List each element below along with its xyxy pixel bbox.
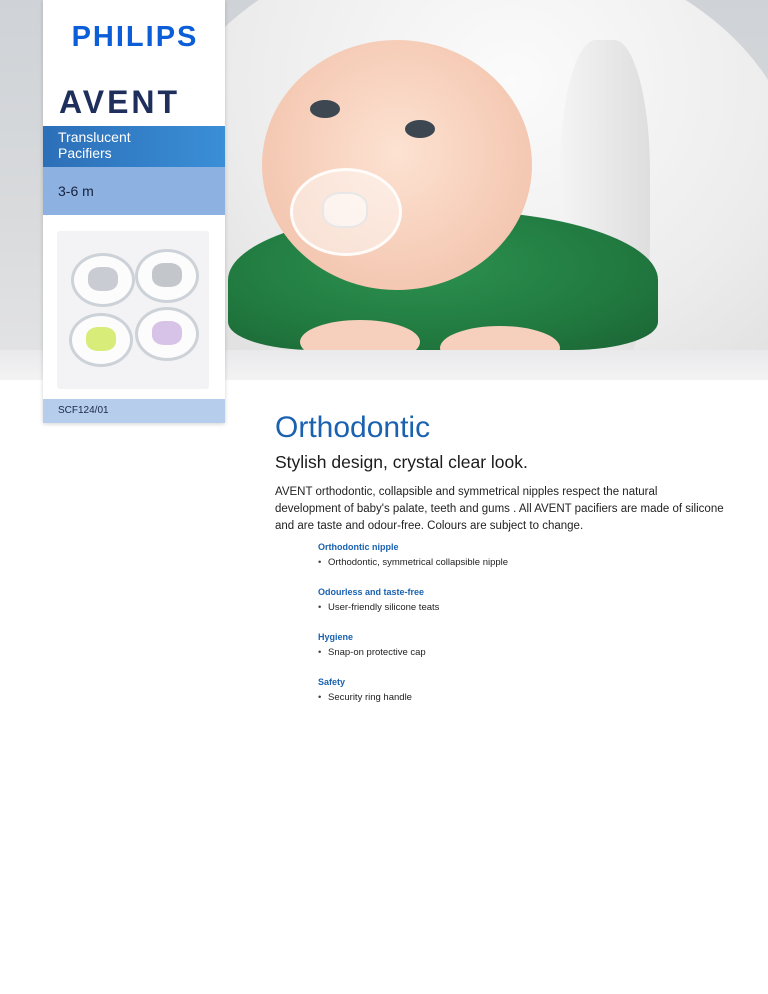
baby-face xyxy=(262,40,532,290)
product-code-band xyxy=(43,399,225,423)
feature-item-text: Security ring handle xyxy=(328,692,412,703)
feature-block xyxy=(318,541,718,570)
feature-item-text: User-friendly silicone teats xyxy=(328,602,440,613)
feature-item xyxy=(318,691,718,705)
product-image xyxy=(57,231,209,389)
feature-list xyxy=(318,541,718,721)
feature-block xyxy=(318,586,718,615)
feature-item xyxy=(318,646,718,660)
age-range: 3-6 m xyxy=(58,183,94,199)
feature-block xyxy=(318,631,718,660)
feature-block xyxy=(318,676,718,705)
page-subtitle: Stylish design, crystal clear look. xyxy=(275,452,528,472)
age-range-band xyxy=(43,167,225,215)
feature-item-text: Orthodontic, symmetrical collapsible nipple xyxy=(328,557,509,568)
pacifier-grey-1 xyxy=(71,253,135,307)
feature-item xyxy=(318,601,718,615)
baby-eye-left xyxy=(310,100,340,118)
page-title: Orthodontic xyxy=(275,411,431,444)
pacifier-core xyxy=(152,263,182,287)
feature-item-text: Snap-on protective cap xyxy=(328,647,426,658)
pacifier-grey-2 xyxy=(135,249,199,303)
avent-logo: AVENT xyxy=(59,84,181,120)
bullet-icon: • xyxy=(318,557,322,568)
product-code: SCF124/01 xyxy=(58,405,109,416)
pacifier-green xyxy=(69,313,133,367)
product-sidebar xyxy=(43,0,225,423)
product-name-band xyxy=(43,126,225,167)
intro-paragraph: AVENT orthodontic, collapsible and symmetrical nipples respect the natural development of baby's palate, teeth and gums . All AVENT pacifiers are made of silicone and are taste and odour-free. Colours are subject to change. xyxy=(275,486,724,532)
bullet-icon: • xyxy=(318,602,322,613)
feature-heading: Orthodontic nipple xyxy=(318,542,399,552)
bullet-icon: • xyxy=(318,647,322,658)
feature-item xyxy=(318,556,718,570)
bullet-icon: • xyxy=(318,692,322,703)
feature-heading: Safety xyxy=(318,677,346,687)
pacifier-core xyxy=(86,327,116,351)
feature-heading: Odourless and taste-free xyxy=(318,587,425,597)
feature-heading: Hygiene xyxy=(318,632,354,642)
pacifier-core xyxy=(88,267,118,291)
pacifier-core xyxy=(152,321,182,345)
baby-eye-right xyxy=(405,120,435,138)
pacifier-button xyxy=(322,192,368,228)
product-name: Translucent Pacifiers xyxy=(58,129,131,161)
pacifier-lilac xyxy=(135,307,199,361)
philips-logo: PHILIPS xyxy=(71,21,199,53)
